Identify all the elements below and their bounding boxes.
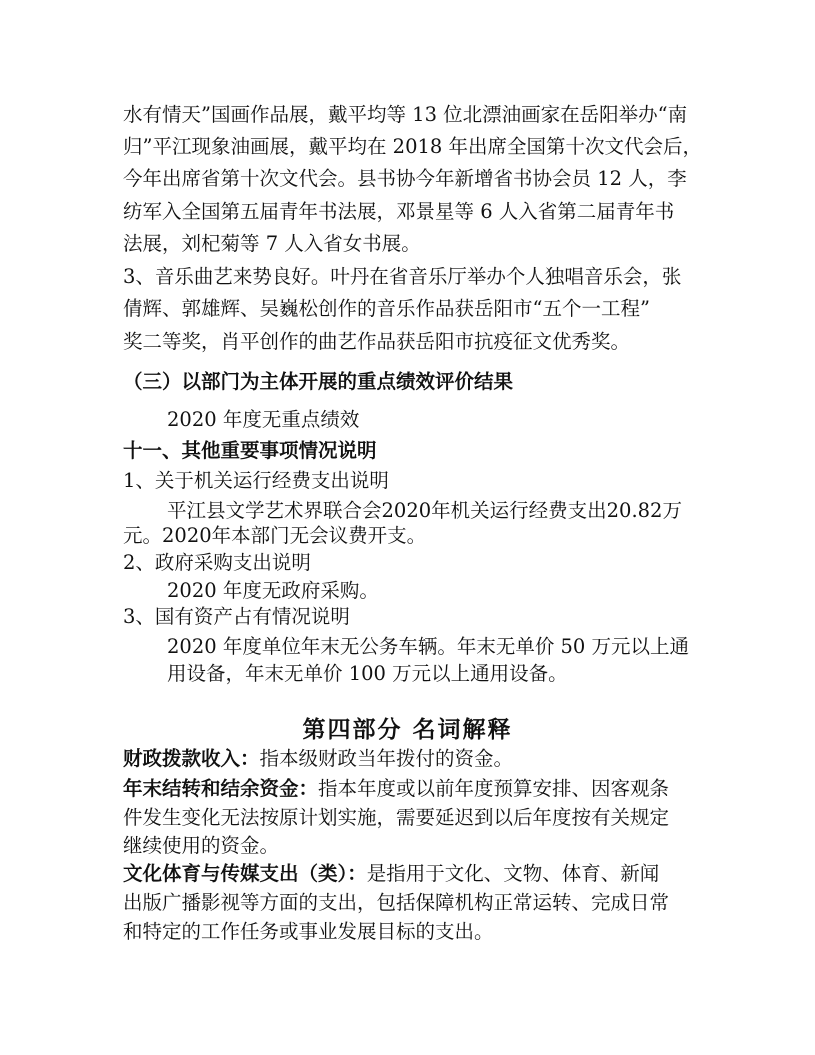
item-title: 2、政府采购支出说明	[123, 551, 311, 574]
term-label: 文化体育与传媒支出（类）：	[123, 862, 367, 885]
paragraph-line: 出版广播影视等方面的支出，包括保障机构正常运转、完成日常	[123, 891, 670, 914]
term-definition	[123, 745, 513, 773]
paragraph-line: 继续使用的资金。	[123, 834, 280, 857]
term-text: 指本级财政当年拨付的资金。	[259, 747, 514, 770]
paragraph-line: 3、音乐曲艺来势良好。叶丹在省音乐厅举办个人独唱音乐会，张	[123, 265, 682, 288]
body-text: 2020 年度无政府采购。	[167, 579, 379, 602]
section-heading: （三）以部门为主体开展的重点绩效评价结果	[123, 370, 514, 393]
term-text: 指本年度或以前年度预算安排、因客观条	[318, 777, 670, 800]
paragraph-line: 用设备，年末无单价 100 万元以上通用设备。	[167, 662, 568, 685]
paragraph-line: 元。2020年本部门无会议费开支。	[123, 524, 427, 547]
term-label: 财政拨款收入：	[123, 747, 260, 770]
paragraph-line: 平江县文学艺术界联合会2020年机关运行经费支出20.82万	[167, 499, 682, 522]
term-definition	[123, 860, 715, 888]
paragraph-line: 和特定的工作任务或事业发展目标的支出。	[123, 920, 494, 943]
term-definition	[123, 775, 715, 803]
term-label: 年末结转和结余资金：	[123, 777, 319, 800]
paragraph-line: 水有情天”国画作品展，戴平均等 13 位北漂油画家在岳阳举办“南	[123, 103, 688, 126]
paragraph-line: 倩辉、郭雄辉、吴巍松创作的音乐作品获岳阳市“五个一工程”	[123, 297, 650, 320]
section-heading: 十一、其他重要事项情况说明	[123, 439, 377, 462]
term-text: 是指用于文化、文物、体育、新闻	[366, 862, 660, 885]
paragraph-line: 件发生变化无法按原计划实施，需要延迟到以后年度按有关规定	[123, 806, 670, 829]
paragraph-line: 法展，刘杞菊等 7 人入省女书展。	[123, 232, 421, 255]
paragraph-line: 今年出席省第十次文代会。县书协今年新增省书协会员 12 人，李	[123, 167, 687, 190]
paragraph-line: 奖二等奖，肖平创作的曲艺作品获岳阳市抗疫征文优秀奖。	[123, 330, 631, 353]
item-title: 1、关于机关运行经费支出说明	[123, 469, 389, 492]
part-title: 第四部分 名词解释	[302, 716, 513, 743]
paragraph-line: 纺军入全国第五届青年书法展，邓景星等 6 人入省第二届青年书	[123, 200, 675, 223]
paragraph-line: 归”平江现象油画展，戴平均在 2018 年出席全国第十次文代会后，	[123, 135, 702, 158]
paragraph-line: 2020 年度单位年末无公务车辆。年末无单价 50 万元以上通	[167, 635, 690, 658]
item-title: 3、国有资产占有情况说明	[123, 605, 350, 628]
body-text: 2020 年度无重点绩效	[167, 408, 360, 431]
